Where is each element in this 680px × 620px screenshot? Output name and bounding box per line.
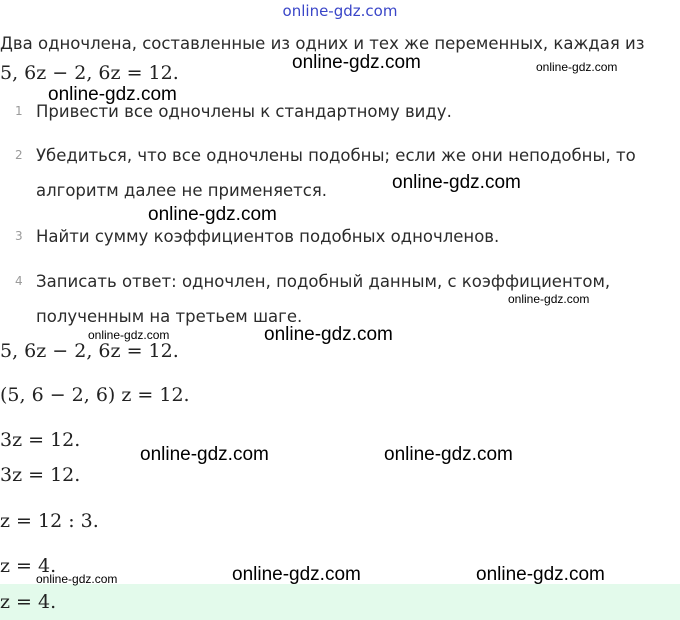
watermark: online-gdz.com bbox=[148, 204, 277, 225]
step-text: Записать ответ: одночлен, подобный данным, с коэффициентом, полученным на третьем шаге. bbox=[36, 272, 611, 326]
step-number: 1 bbox=[15, 104, 23, 118]
intro-formula: 5, 6z − 2, 6z = 12. bbox=[0, 62, 179, 84]
step-number: 4 bbox=[15, 274, 23, 288]
step-number: 3 bbox=[15, 229, 23, 243]
solution-line-6: z = 4. bbox=[0, 555, 57, 577]
step-text: Найти сумму коэффициентов подобных одночленов. bbox=[36, 227, 500, 246]
solution-line-3: 3z = 12. bbox=[0, 429, 81, 451]
step-number: 2 bbox=[15, 148, 23, 162]
watermark: online-gdz.com bbox=[140, 444, 269, 465]
watermark: online-gdz.com bbox=[476, 564, 605, 585]
watermark: online-gdz.com bbox=[36, 572, 118, 586]
watermark: online-gdz.com bbox=[384, 444, 513, 465]
site-header-link[interactable]: online-gdz.com bbox=[282, 2, 398, 20]
watermark: online-gdz.com bbox=[508, 292, 590, 306]
answer-text: z = 4. bbox=[0, 591, 57, 613]
step-text: Привести все одночлены к стандартному виду. bbox=[36, 102, 452, 121]
watermark: online-gdz.com bbox=[232, 564, 361, 585]
intro-text: Два одночлена, составленные из одних и тех же переменных, каждая из bbox=[0, 34, 645, 53]
solution-line-5: z = 12 : 3. bbox=[0, 510, 99, 532]
solution-line-1: 5, 6z − 2, 6z = 12. bbox=[0, 340, 179, 362]
watermark: online-gdz.com bbox=[264, 324, 393, 345]
solution-line-4: 3z = 12. bbox=[0, 464, 81, 486]
step-text: Убедиться, что все одночлены подобны; если же они неподобны, то алгоритм далее не применяется. bbox=[36, 146, 636, 200]
watermark: online-gdz.com bbox=[88, 328, 170, 342]
answer-box bbox=[0, 584, 680, 620]
watermark: online-gdz.com bbox=[536, 60, 618, 74]
solution-line-2: (5, 6 − 2, 6) z = 12. bbox=[0, 384, 190, 406]
watermark: online-gdz.com bbox=[48, 84, 177, 105]
watermark: online-gdz.com bbox=[392, 172, 521, 193]
watermark: online-gdz.com bbox=[292, 52, 421, 73]
